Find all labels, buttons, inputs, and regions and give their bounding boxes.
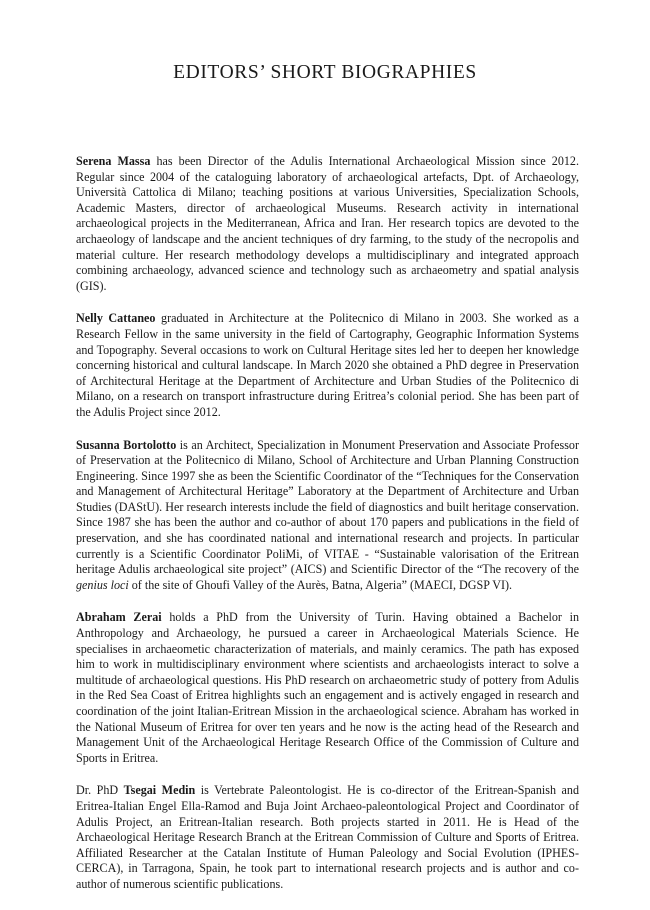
bio-prefix: Dr. PhD [76, 783, 124, 798]
bio-text-after: of the site of Ghoufi Valley of the Aurès, Batna, Algeria” (MAECI, DGSP VI). [128, 577, 513, 592]
bio-name: Serena Massa [76, 154, 151, 168]
page-title: EDITORS’ SHORT BIOGRAPHIES [173, 62, 477, 83]
bio-text: has been Director of the Adulis International Archaeological Mission since 2012. Regular since 2004 of the cataloguing laboratory of archaeological artefacts, Dpt. of Archaeology, Università Cattolica di Milano; teaching positions at various Universities, Specialization Schools, Academic Masters, director of archaeological Museums. Research activity in international archaeological projects in the Mediterranean, Africa and Iran. Her research topics are devoted to the archaeology of landscape and the ancient techniques of dry farming, to the study of the necropolis and material culture. Her research methodology develops a multidisciplinary and integrated approach combining archaeology, advanced science and technology such as archaeometry and spatial analysis (GIS). [76, 154, 579, 293]
bio-text: is an Architect, Specialization in Monument Preservation and Associate Professor of Preservation at the Politecnico di Milano, School of Architecture and Urban Planning Construction Engineering. Since 1997 she as been the Scientific Coordinator of the “Techniques for the Conservation and Management of Architectural Heritage” Laboratory at the Department of Architecture and Urban Studies (DAStU). Her research interests include the field of diagnostics and built heritage conservation. Since 1987 she has been the author and co-author of about 170 papers and publications in the field of preservation, and she has coordinated national and international research and projects. In particular currently is a Scientific Coordinator PoliMi, of VITAE - “Sustainable valorisation of the Eritrean heritage Adulis archaeological site project” (AICS) and Scientific Director of the “The recovery of the [76, 437, 579, 577]
bio-text: graduated in Architecture at the Politecnico di Milano in 2003. She worked as a Research Fellow in the same university in the field of Cartography, Geographic Information Systems and Topography. Several occasions to work on Cultural Heritage sites led her to deepen her knowledge concerning historical and cultural landscape. In March 2020 she obtained a PhD degree in Preservation of Architectural Heritage at the Department of Architecture and Urban Studies of the Politecnico di Milano, on a research on transport infrastructure during Eritrea’s colonial period. She has been part of the Adulis Project since 2012. [76, 311, 579, 419]
biographies-section [76, 154, 579, 910]
bio-text: holds a PhD from the University of Turin. Having obtained a Bachelor in Anthropology and Archaeology, he pursued a career in Archaeological Materials Science. He specialises in archaeometic characterization of materials, and mainly ceramics. The path has exposed him to work in multidisciplinary environment where scientists and archaeologists interact to solve a multitude of archaeological questions. His PhD research on archaeometric study of pottery from Adulis in the Red Sea Coast of Eritrea highlights such an engagement and is actively engaged in research and coordination of the joint Italian-Eritrean Mission in the archaeological science. Abraham has worked in the National Museum of Eritrea for over ten years and he now is the acting head of the Research and Management Unit of the Archaeological Heritage Research Office of the Commission of Culture and Sports in Eritrea. [76, 610, 579, 765]
bio-name: Tsegai Medin [123, 783, 196, 798]
bio-name: Nelly Cattaneo [76, 311, 156, 326]
bio-serena-massa [76, 154, 579, 294]
bio-abraham-zerai [76, 610, 579, 766]
bio-susanna-bortolotto [76, 438, 579, 594]
bio-tsegai-medin [76, 783, 579, 892]
bio-nelly-cattaneo [76, 311, 579, 420]
bio-name: Abraham Zerai [76, 610, 162, 625]
bio-text: is Vertebrate Paleontologist. He is co-director of the Eritrean-Spanish and Eritrea-Italian Engel Ella-Ramod and Buja Joint Archaeo-paleontological Project and Coordinator of Adulis Project, an Eritrean-Italian research. Both projects started in 2011. He is Head of the Archaeological Heritage Research Branch at the Eritrean Commission of Culture and Sports of Eritrea. Affiliated Researcher at the Catalan Institute of Human Paleology and Social Evolution (IPHES-CERCA), in Tarragona, Spain, he took part to international research projects and is author and co-author of numerous scientific publications. [76, 783, 580, 891]
bio-name: Susanna Bortolotto [76, 437, 177, 452]
bio-italic-term: genius loci [76, 577, 129, 592]
